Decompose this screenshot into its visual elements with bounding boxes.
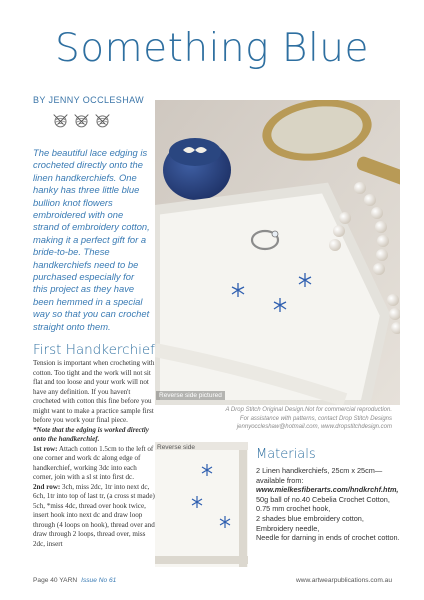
row-label: 2nd row: (33, 482, 61, 491)
section-title: First Handkerchief (33, 342, 155, 358)
author-byline: BY JENNY OCCLESHAW (33, 95, 145, 105)
yarn-ball-icon (52, 112, 69, 129)
row-instruction: Attach cotton 1.5cm to the left of one corner and work dc along edge of handkerchief, working 3dc into each corner, join with a sl st into first dc. (33, 444, 154, 481)
instructions-note: *Note that the edging is worked directly onto the handkerchief. (33, 425, 149, 443)
yarn-ball-icon (73, 112, 90, 129)
row-label: 1st row: (33, 444, 58, 453)
main-photo-caption: Reverse side pictured (156, 391, 225, 400)
materials-item: 0.75 mm crochet hook, (256, 504, 331, 514)
materials-item: Needle for darning in ends of crochet cotton. (256, 533, 400, 543)
materials-title: Materials (256, 447, 316, 462)
page-number: Page 40 YARN (33, 577, 78, 584)
instructions-intro: Tension is important when crocheting with cotton. Too tight and the work will not sit flat and too loose and your work will not have any definition. If you haven't crocheted with cotton this fine before you might want to make a practice sample first before you work your final piece. (33, 359, 155, 424)
main-photo (155, 100, 400, 405)
credit-line: A Drop Stitch Original Design.Not for commercial reproduction. (225, 407, 392, 413)
footer-website[interactable]: www.artwearpublications.com.au (295, 577, 392, 584)
yarn-ball-icon (94, 112, 111, 129)
credit-line: jennyoccleshaw@hotmail.com, www.dropstitchdesign.com (236, 424, 392, 430)
secondary-photo-caption: Reverse side (157, 444, 195, 451)
row-instruction: 3ch, miss 2dc, 1tr into next dc, 6ch, 1tr into top of last tr, (a cross st made) 5ch, *miss 4dc, thread over hook twice, insert hook into next dc and draw loop through (4 loops on hook), thread over and draw through 2 loops, thread over, miss 2dc, insert (33, 482, 155, 548)
design-credit (152, 406, 392, 432)
credit-line: For assistance with patterns, contact Drop Stitch Designs (239, 415, 392, 422)
materials-item: 2 shades blue embroidery cotton, (256, 513, 364, 523)
footer-page-info (33, 577, 116, 584)
handkerchief-corner-photo (155, 442, 248, 567)
handkerchief-photo (155, 100, 400, 405)
secondary-photo (155, 442, 248, 567)
materials-item: 50g ball of no.40 Cebelia Crochet Cotton, (256, 494, 390, 504)
difficulty-rating (52, 112, 111, 129)
page-title: Something Blue (54, 26, 370, 71)
issue-number: Issue No 61 (81, 577, 117, 584)
materials-list (256, 466, 402, 543)
materials-item: 2 Linen handkerchiefs, 25cm x 25cm—available from: (256, 466, 383, 485)
supplier-link[interactable]: www.mielkesfiberarts.com/hndkrchf.htm, (256, 485, 399, 495)
instructions-text (33, 359, 155, 549)
intro-paragraph: The beautiful lace edging is crocheted directly onto the linen handkerchiefs. One hanky has three little blue bullion knot flowers embroidered with one strand of embroidery cotton, making it a perfect gift for a bride-to-be. These handkerchiefs need to be purchased especially for this project as they have been hemmed in a special way so that you can crochet straight onto them. (33, 147, 150, 332)
materials-item: Embroidery needle, (256, 523, 320, 533)
